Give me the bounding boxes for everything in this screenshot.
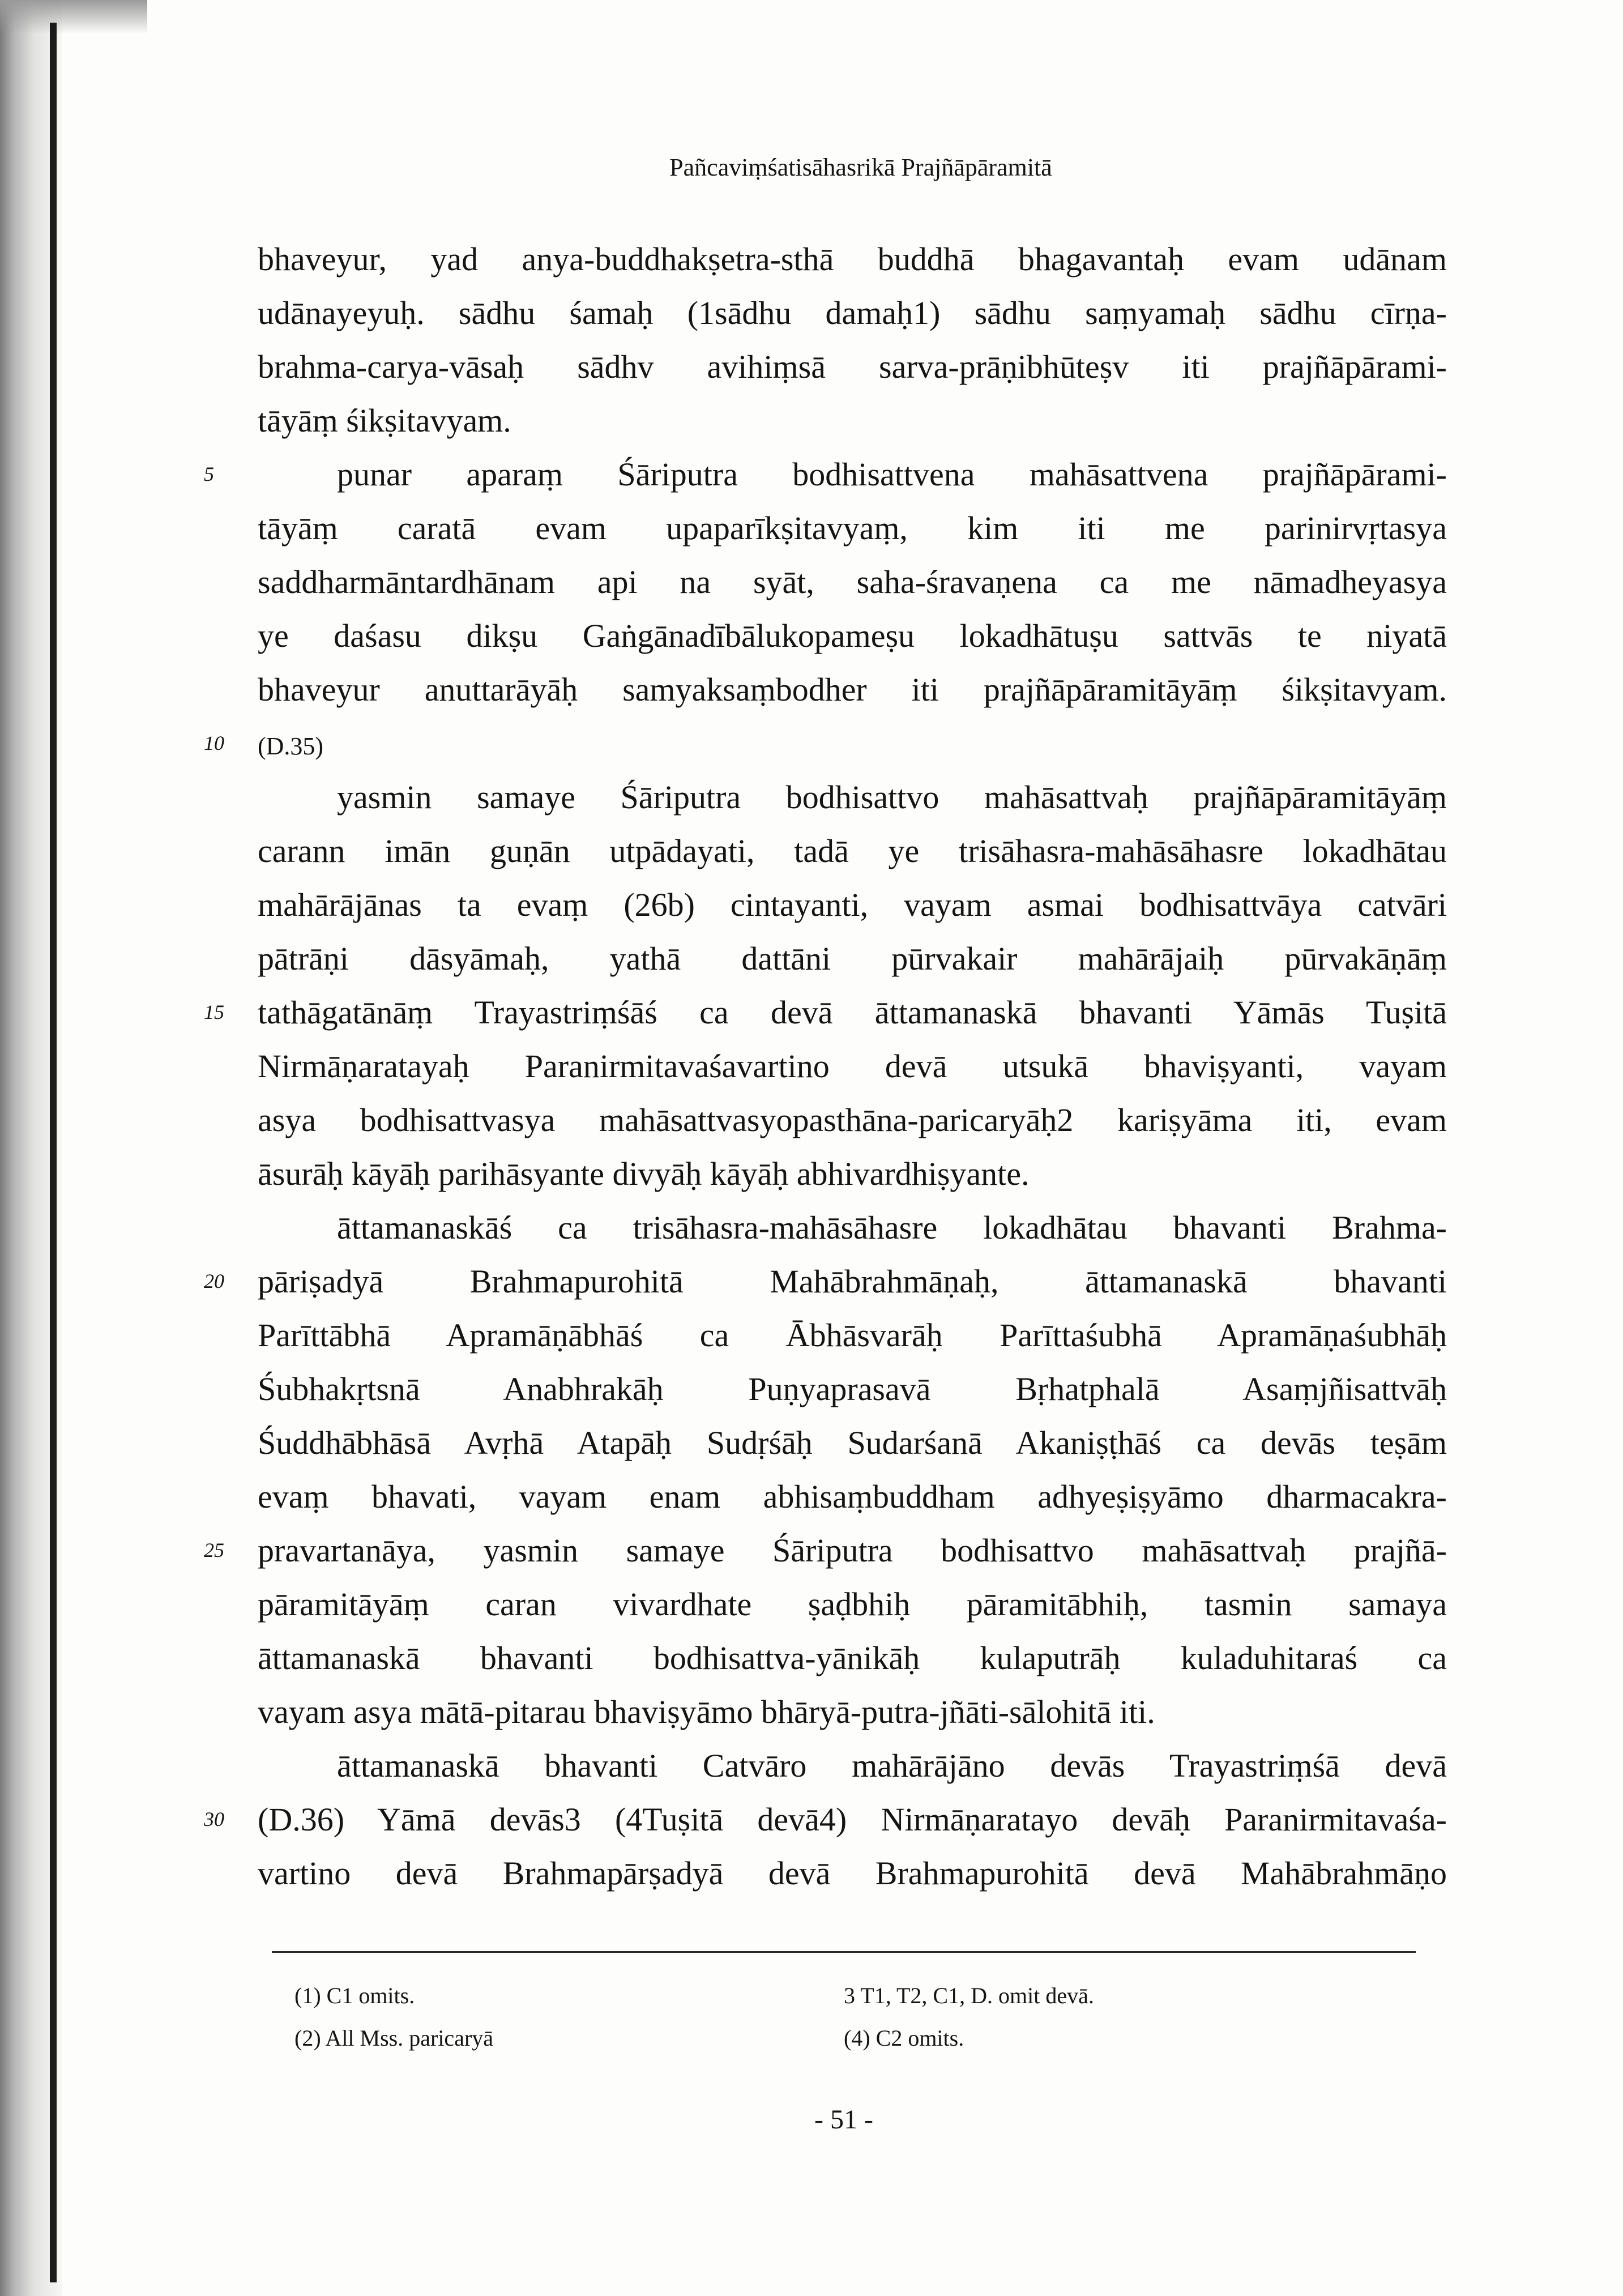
line-number: 5: [204, 463, 214, 485]
text-line: Śuddhābhāsā Avṛhā Atapāḥ Sudṛśāḥ Sudarśanā Akaniṣṭhāś ca devās teṣām: [258, 1424, 1447, 1461]
binding-shadow-top: [0, 0, 147, 34]
text-line: saddharmāntardhānam api na syāt, saha-śravaṇena ca me nāmadheyasya: [258, 564, 1447, 600]
text-line: 30 (D.36) Yāmā devās3 (4Tuṣitā devā4) Nirmāṇaratayo devāḥ Paranirmitavaśa-: [258, 1793, 1447, 1846]
text-line: ye daśasu dikṣu Gaṅgānadībālukopameṣu lokadhātuṣu sattvās te niyatā: [258, 617, 1447, 654]
text-line: yasmin samaye Śāriputra bodhisattvo mahāsattvaḥ prajñāpāramitāyāṃ: [337, 779, 1447, 816]
running-head: Pañcaviṃśatisāhasrikā Prajñāpāramitā: [669, 153, 1052, 181]
text-line: mahārājānas ta evaṃ (26b) cintayanti, vayam asmai bodhisattvāya catvāri: [258, 886, 1447, 923]
footnote-3: 3 T1, T2, C1, D. omit devā.: [844, 1983, 1094, 2008]
line-number: 15: [204, 1001, 224, 1023]
text-line: 25 pravartanāya, yasmin samaye Śāriputra bodhisattvo mahāsattvaḥ prajñā-: [258, 1523, 1447, 1577]
text-line: Parīttābhā Apramāṇābhāś ca Ābhāsvarāḥ Parīttaśubhā Apramāṇaśubhāḥ: [258, 1317, 1447, 1354]
text-line: 15 tathāgatānāṃ Trayastriṃśāś ca devā āttamanaskā bhavanti Yāmās Tuṣitā: [258, 985, 1447, 1039]
text-line: Nirmāṇaratayaḥ Paranirmitavaśavartino devā utsukā bhaviṣyanti, vayam: [258, 1048, 1447, 1085]
text-line: āsurāḥ kāyāḥ parihāsyante divyāḥ kāyāḥ abhivardhiṣyante.: [258, 1155, 1030, 1192]
text-line: 10 (D.35): [258, 716, 1447, 770]
text-line: pātrāṇi dāsyāmaḥ, yathā dattāni pūrvakair mahārājaiḥ pūrvakāṇāṃ: [258, 940, 1447, 977]
text-line: āttamanaskā bhavanti Catvāro mahārājāno devās Trayastriṃśā devā: [337, 1747, 1447, 1784]
text-line: tāyāṃ caratā evam upaparīkṣitavyaṃ, kim iti me parinirvṛtasya: [258, 510, 1447, 547]
line-number: 25: [204, 1539, 224, 1561]
binding-edge: [50, 23, 57, 2282]
footnote-4: (4) C2 omits.: [844, 2025, 964, 2051]
text-line: evaṃ bhavati, vayam enam abhisaṃbuddham adhyeṣiṣyāmo dharmacakra-: [258, 1478, 1447, 1515]
text-line: Śubhakṛtsnā Anabhrakāḥ Puṇyaprasavā Bṛhatphalā Asaṃjñisattvāḥ: [258, 1371, 1447, 1407]
line-number: 20: [204, 1270, 224, 1292]
main-text: [204, 232, 1447, 1900]
text-line: carann imān guṇān utpādayati, tadā ye trisāhasra-mahāsāhasre lokadhātau: [258, 833, 1447, 869]
text-line: 5 punar aparaṃ Śāriputra bodhisattvena mahāsattvena prajñāpārami-: [258, 447, 1447, 501]
text-line: vayam asya mātā-pitarau bhaviṣyāmo bhāryā-putra-jñāti-sālohitā iti.: [258, 1693, 1155, 1730]
text-line: udānayeyuḥ. sādhu śamaḥ (1sādhu damaḥ1) sādhu saṃyamaḥ sādhu cīrṇa-: [258, 295, 1447, 331]
footnote-2: (2) All Mss. paricaryā: [294, 2025, 494, 2051]
text-line: tāyāṃ śikṣitavyam.: [258, 402, 511, 439]
text-line: bhaveyur, yad anya-buddhakṣetra-sthā buddhā bhagavantaḥ evam udānam: [258, 241, 1447, 278]
text-line: bhaveyur anuttarāyāḥ samyaksaṃbodher iti prajñāpāramitāyāṃ śikṣitavyam.: [258, 671, 1447, 708]
line-number: 10: [204, 732, 224, 754]
text-line: 20 pāriṣadyā Brahmapurohitā Mahābrahmāṇaḥ, āttamanaskā bhavanti: [258, 1254, 1447, 1308]
line-number: 30: [204, 1808, 224, 1830]
text-line: asya bodhisattvasya mahāsattvasyopasthāna-paricaryāḥ2 kariṣyāma iti, evam: [258, 1102, 1447, 1138]
text-line: vartino devā Brahmapārṣadyā devā Brahmapurohitā devā Mahābrahmāṇo: [258, 1855, 1447, 1892]
page-number: - 51 -: [814, 2105, 873, 2135]
footnote-divider: [272, 1951, 1416, 1953]
text-line: pāramitāyāṃ caran vivardhate ṣaḍbhiḥ pāramitābhiḥ, tasmin samaya: [258, 1586, 1447, 1623]
text-line: āttamanaskāś ca trisāhasra-mahāsāhasre lokadhātau bhavanti Brahma-: [337, 1209, 1447, 1246]
footnote-1: (1) C1 omits.: [294, 1983, 415, 2008]
text-line: brahma-carya-vāsaḥ sādhv avihiṃsā sarva-prāṇibhūteṣv iti prajñāpārami-: [258, 348, 1447, 385]
text-line: āttamanaskā bhavanti bodhisattva-yānikāḥ kulaputrāḥ kuladuhitaraś ca: [258, 1640, 1447, 1676]
